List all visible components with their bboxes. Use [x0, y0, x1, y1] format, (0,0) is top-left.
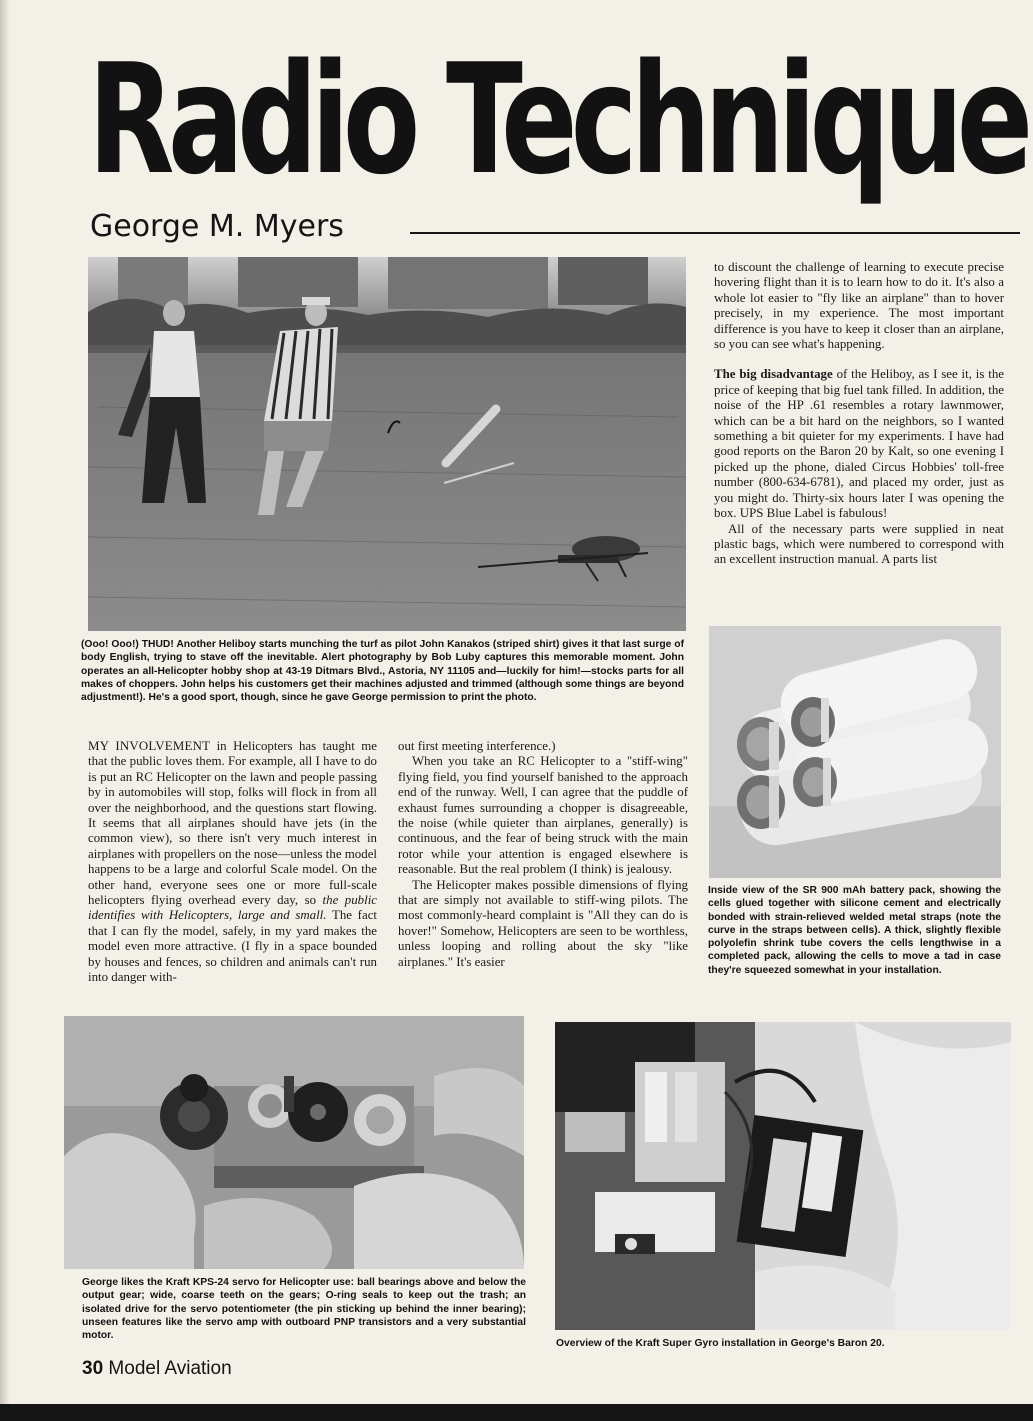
page-edge-shadow: [0, 0, 10, 1404]
byline-rule: [410, 232, 1020, 234]
top-photo-caption: (Ooo! Ooo!) THUD! Another Heliboy starts munching the turf as pilot John Kanakos (striped shirt) gives it that last surge of body English, trying to stave off the inevitable. Alert photography by Bob Luby captures this memorable moment. John operates an all-Helicopter hobby shop at 43-19 Ditmars Blvd., Astoria, NY 11105 and—luckily for him!—stocks parts for all makes of choppers. John helps his customers get their machines adjusted and trimmed (although some things are beyond adjustment!). He's a good sport, though, since he gave George permission to print the photo.: [81, 639, 684, 704]
page-title: Radio Technique: [88, 31, 1027, 208]
middle-paragraph-2: When you take an RC Helicopter to a "stiff-wing" flying field, you find yourself banished to the approach end of the runway. Well, I can agree that the puddle of exhaust fumes surrounding a chopper is disagreeable, the noise (while quieter than airplanes, generally) is continuous, and the fear of being struck with the main rotor while your attention is engaged elsewhere is reasonable. But the real problem (I think) is jealousy.: [398, 754, 688, 877]
helicopter-crash-field-photo: [88, 257, 686, 631]
right-column-text: [714, 260, 1004, 568]
left-paragraph-italic: the public identifies with Helicopters, large and small.: [88, 893, 377, 923]
page-footer: [82, 1357, 232, 1381]
author-byline: George M. Myers: [90, 209, 344, 244]
page-number: 30: [82, 1358, 104, 1379]
gyro-photo-caption: Overview of the Kraft Super Gyro installation in George's Baron 20.: [556, 1338, 885, 1349]
battery-pack-photo: [709, 626, 1001, 878]
right-paragraph-2-lead: The big disadvantage: [714, 367, 833, 382]
right-paragraph-1: to discount the challenge of learning to execute precise hovering flight than it is to learn how to do it. It's also a whole lot easier to "fly like an airplane" than to hover precisely, in my experience. The most important difference is you have to keep it closer than an airplane, so you can see what's happening.: [714, 260, 1004, 352]
gyro-installation-photo: [555, 1022, 1011, 1330]
left-paragraph-body-b: The fact that I can fly the model, safely, in my yard makes the model even more attractive. (I fly in a space bounded by houses and fences, so children and animals can't run into danger with-: [88, 908, 377, 985]
left-paragraph-lead: MY INVOLVEMENT: [88, 739, 211, 753]
middle-paragraph-1: out first meeting interference.): [398, 739, 556, 753]
left-paragraph-1: [88, 739, 377, 986]
left-paragraph-body-a: in Helicopters has taught me that the public loves them. For example, all I have to do is put an RC Helicopter on the lawn and people passing by in automobiles will stop, folks will flock in from all over the neighborhood, and the questions start flowing. It seems that all airplanes should have jets (in the common view), so there isn't very much interest in airplanes with propellers on the nose—unless the model happens to be a large and colorful Scale model. On the other hand, everyone sees one or more full-scale helicopters flying overhead every day, so: [88, 739, 377, 908]
left-column-text: [88, 739, 377, 986]
middle-paragraph-3: The Helicopter makes possible dimensions of flying that are simply not available to stiff-wing pilots. The most commonly-heard complaint is "All they can do is hover!" Somehow, Helicopters are seen to be worthless, unless looping and rolling about the sky "like airplanes." It's easier: [398, 877, 688, 969]
servo-photo: [64, 1016, 524, 1269]
servo-photo-caption: George likes the Kraft KPS-24 servo for Helicopter use: ball bearings above and below the output gear; wide, coarse teeth on the gears; O-ring seals to keep out the trash; an isolated drive for the servo potentiometer (the pin sticking up behind the inner bearing); unseen features like the servo amp with outboard PNP transistors and a very substantial motor.: [82, 1277, 526, 1342]
scan-bottom-edge: [0, 1404, 1033, 1421]
right-paragraph-2: [714, 367, 1004, 521]
magazine-name: Model Aviation: [108, 1358, 232, 1379]
right-paragraph-2-body: of the Heliboy, as I see it, is the price of keeping that big fuel tank filled. In addition, the noise of the HP .61 resembles a rotary lawnmower, which can be a bit hard on the neighbors, so I wanted something a bit quieter for my experiments. I have had good reports on the Baron 20 by Kalt, so one evening I picked up the phone, dialed Circus Hobbies' toll-free number (800-634-6781), and placed my order, just as you might do. Thirty-six hours later I was opening the box. UPS Blue Label is fabulous!: [714, 367, 1004, 521]
right-paragraph-3: All of the necessary parts were supplied in neat plastic bags, which were numbered to correspond with an excellent instruction manual. A parts list: [714, 521, 1004, 567]
battery-photo-caption: Inside view of the SR 900 mAh battery pack, showing the cells glued together with silicone cement and electrically bonded with strain-relieved welded metal straps (note the curve in the straps between cells). A thick, slightly flexible polyolefin shrink tube covers the cells lengthwise in a completed pack, allowing the cells to move a tad in case they're squeezed somewhat in your installation.: [708, 885, 1001, 976]
middle-column-text: [398, 739, 688, 970]
